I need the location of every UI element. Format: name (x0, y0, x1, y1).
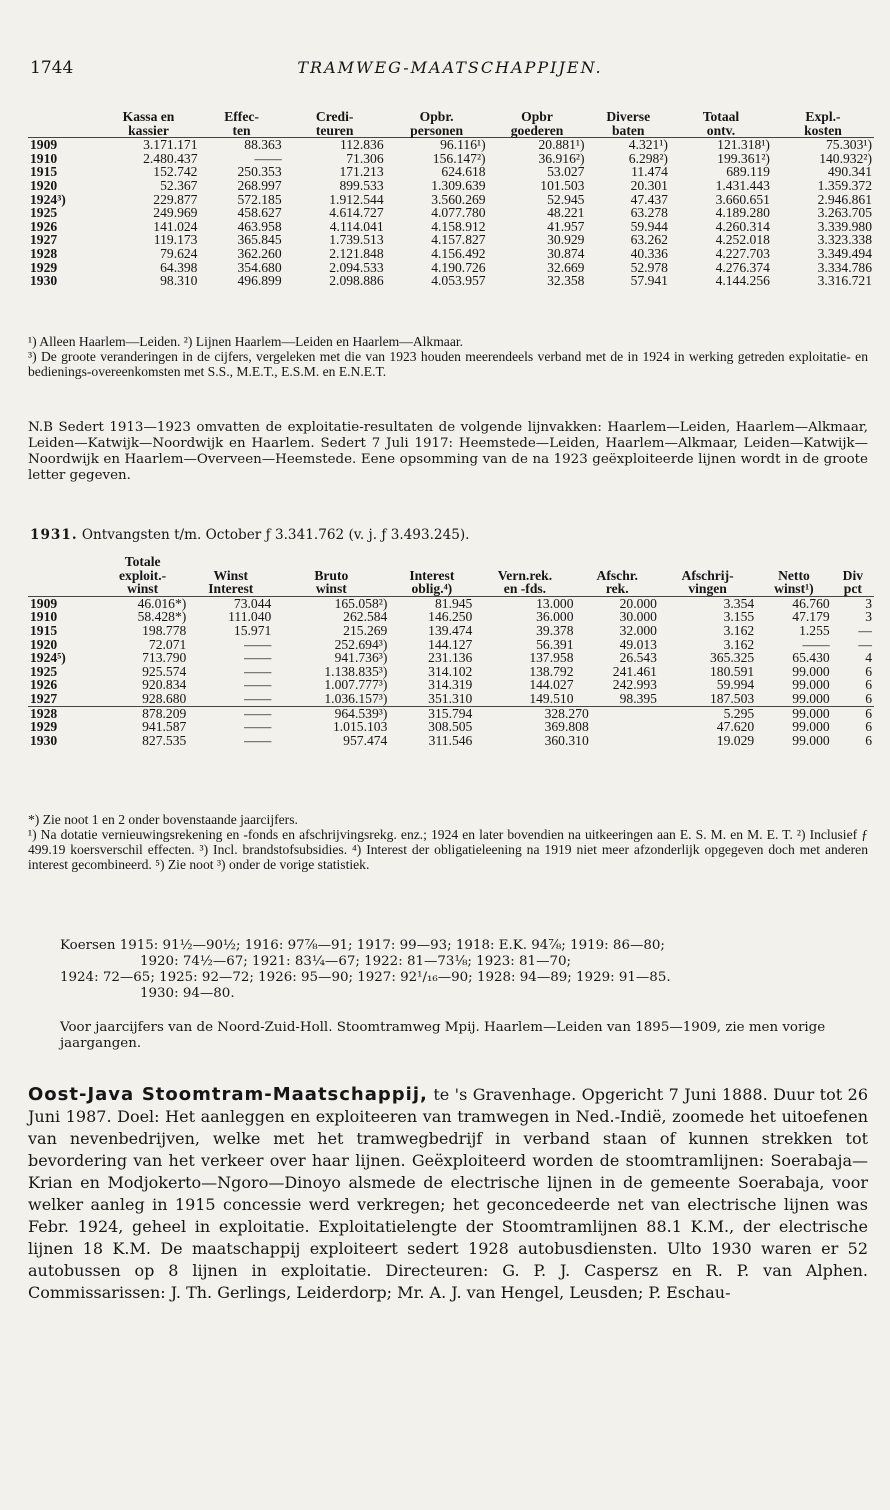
table-cell: 46.016*) (137, 595, 187, 611)
row-year: 1915 (30, 622, 58, 638)
table-cell: 314.319 (428, 677, 473, 693)
table-cell: 328.270 (544, 705, 589, 721)
table-cell: 249.969 (153, 205, 198, 221)
table-cell: 20.301 (630, 177, 668, 193)
table-cell: 41.957 (547, 218, 585, 234)
table-cell: 365.325 (709, 650, 755, 666)
row-year: 1928 (30, 705, 58, 721)
table-cell: 98.310 (160, 273, 198, 289)
balance-table-row (28, 152, 874, 166)
table-cell: 3 (865, 595, 872, 611)
voor-jaarcijfers-note: Voor jaarcijfers van de Noord-Zuid-Holl. Stoomtramweg Mpij. Haarlem—Leiden van 1895—1909, zie men vorige jaargangen. (60, 1020, 826, 1051)
table-cell: 3.339.980 (817, 218, 872, 234)
table-cell: 11.474 (631, 164, 668, 180)
profit-table-row (28, 610, 874, 624)
row-year: 1930 (30, 732, 58, 748)
table-cell: 941.736³) (334, 650, 388, 666)
table-cell: 252.694³) (334, 636, 388, 652)
balance-table-row (28, 193, 874, 207)
row-year: 1909 (30, 137, 58, 153)
table-cell: 137.958 (529, 650, 574, 666)
row-year: 1930 (30, 273, 58, 289)
table-cell: 39.378 (536, 622, 574, 638)
balance-table-body (28, 138, 874, 288)
table-cell: 101.503 (540, 177, 585, 193)
row-year: 1925 (30, 205, 58, 221)
table-cell: 241.461 (612, 663, 657, 679)
table-cell: 56.391 (536, 636, 574, 652)
koersen-line: 1920: 74½—67; 1921: 83¼—67; 1922: 81—73⅛; 1923: 81—70; (140, 954, 572, 969)
footnote: ³) De groote veranderingen in de cijfers, vergeleken met die van 1923 houden meerendeels verband met de in 1924 in werking getreden exploitatie- en bedienings-overeenkomsten met S.S., M.E.T., E.S.M. en E.N.E.T. (28, 349, 868, 379)
table-cell: 4.252.018 (715, 232, 770, 248)
table-cell: 46.760 (792, 595, 830, 611)
table-cell: 32.669 (547, 259, 585, 275)
table-cell: 6 (865, 677, 872, 693)
row-year: 1924⁵) (30, 650, 66, 666)
balance-table-col-header: Kassa en kassier (98, 110, 200, 138)
table-cell: 156.147²) (432, 150, 486, 166)
table-cell: 2.480.437 (143, 150, 198, 166)
table-cell: 3.263.705 (817, 205, 872, 221)
table-cell: 1.359.372 (817, 177, 872, 193)
table-cell: 463.958 (237, 218, 282, 234)
balance-table-header (28, 110, 874, 138)
table-cell: 6 (865, 705, 872, 721)
profit-table-row (28, 720, 874, 734)
table-cell: —— (244, 705, 272, 721)
table-cell: 88.363 (244, 137, 282, 153)
table-cell: 63.262 (630, 232, 668, 248)
balance-table-row (28, 233, 874, 247)
table-cell: 4.190.726 (431, 259, 486, 275)
table-cell: 140.932²) (819, 150, 872, 166)
balance-table-col-header: Totaal ontv. (670, 110, 772, 138)
table-cell: 3 (865, 609, 872, 625)
row-year: 1929 (30, 259, 58, 275)
table-cell: 32.000 (619, 622, 657, 638)
table-cell: 878.209 (142, 705, 187, 721)
koersen-line: 1930: 94—80. (140, 986, 235, 1001)
table-cell: 99.000 (792, 663, 830, 679)
profit-table-row (28, 665, 874, 679)
table-cell: 3.560.269 (431, 191, 486, 207)
table-cell: 229.877 (153, 191, 198, 207)
balance-table-row (28, 138, 874, 152)
profit-table-col-header: Div pct (832, 555, 874, 596)
table-cell: 3.354 (723, 595, 755, 611)
table-cell: 26.543 (619, 650, 657, 666)
running-title: TRAMWEG-MAATSCHAPPIJEN. (297, 58, 603, 77)
table-cell: 6.298²) (628, 150, 668, 166)
table-cell: 112.836 (339, 137, 384, 153)
row-year: 1926 (30, 218, 58, 234)
koersen-block (60, 938, 868, 1002)
table-cell: 268.997 (237, 177, 282, 193)
table-cell: 242.993 (612, 677, 657, 693)
row-year: 1928 (30, 245, 58, 261)
page-number: 1744 (30, 58, 74, 78)
table-cell: 81.945 (434, 595, 473, 611)
table-cell: —— (244, 663, 272, 679)
table-cell: 52.367 (160, 177, 198, 193)
table-cell: 187.503 (659, 692, 756, 706)
table-cell: 53.027 (547, 164, 585, 180)
table-cell: 3.316.721 (817, 273, 872, 289)
table-cell: 899.533 (339, 177, 384, 193)
table-cell: 32.358 (547, 273, 585, 289)
table-cell: 354.680 (237, 259, 282, 275)
table-cell: 315.794 (428, 705, 473, 721)
row-year: 1920 (30, 636, 58, 652)
profit-table-row (28, 734, 874, 748)
table-cell: 2.094.533 (329, 259, 384, 275)
table-cell: —— (244, 650, 272, 666)
footnotes-table1 (28, 334, 868, 379)
table-cell: 79.624 (160, 245, 198, 261)
table-cell: 314.102 (428, 663, 473, 679)
balance-table-row (28, 274, 874, 288)
table-cell: 99.000 (792, 677, 830, 693)
table-cell: 4.144.256 (715, 273, 770, 289)
balance-table-col-header: Opbr. personen (386, 110, 488, 138)
table-cell: 925.574 (142, 663, 187, 679)
profit-table-col-header: Bruto winst (273, 555, 389, 596)
table-cell: 689.119 (726, 164, 770, 180)
table-cell: 1.739.513 (329, 232, 384, 248)
table-cell: 1.007.777³) (324, 677, 388, 693)
table-cell: 199.361²) (717, 150, 770, 166)
balance-table (28, 110, 874, 288)
table-cell: 1.015.103 (332, 719, 388, 735)
table-cell: —— (802, 636, 830, 652)
table-cell: 351.310 (389, 692, 474, 706)
nb-paragraph: N.B Sedert 1913—1923 omvatten de exploitatie-resultaten de volgende lijnvakken: Haarlem—Leiden, Haarlem—Alkmaar, Leiden—Katwijk—Noordwijk en Haarlem. Sedert 7 Juli 1917: Heemstede—Leiden, Haarlem—Alkmaar, Leiden—Katwijk—Noordwijk en Haarlem—Overveen—Heemstede. Eene opsomming van de na 1923 geëxploiteerde lijnen wordt in de groote letter gegeven. (28, 420, 868, 483)
profit-table-col-header: Afschr. rek. (576, 555, 659, 596)
table-cell: 5.295 (723, 705, 755, 721)
footnote: ¹) Na dotatie vernieuwingsrekening en -fonds en afschrijvingsrekg. enz.; 1924 en later bovendien na uitkeeringen aan E. S. M. en M. E. T. ²) Inclusief ƒ 499.19 koersverschil effecten. ³) Incl. brandstofsubsidies. ⁴) Interest der obligatieleening na 1919 niet meer afzonderlijk opgegeven doch met anderen interest gecombineerd. ⁵) Zie noot ³) onder de vorige statistiek. (28, 827, 868, 872)
table-cell: 362.260 (237, 245, 282, 261)
year-1931-text: Ontvangsten t/m. October ƒ 3.341.762 (v. j. ƒ 3.493.245). (81, 527, 470, 543)
row-year: 1925 (30, 663, 58, 679)
table-cell: 262.584 (343, 609, 388, 625)
table-cell: 152.742 (153, 164, 198, 180)
table-cell: —— (244, 636, 272, 652)
profit-table (28, 555, 874, 747)
table-cell: 3.162 (723, 636, 755, 652)
table-cell: 139.474 (428, 622, 473, 638)
table-cell: —— (188, 692, 273, 706)
table-cell: 490.341 (827, 164, 872, 180)
table-cell: — (858, 636, 872, 652)
table-cell: 308.505 (428, 719, 473, 735)
table-cell: 3.349.494 (817, 245, 872, 261)
table-cell: 19.029 (716, 732, 755, 748)
table-cell: 13.000 (536, 595, 574, 611)
table-cell: 1.255 (799, 622, 830, 638)
table-cell: 6 (865, 663, 872, 679)
table-cell: 59.944 (630, 218, 668, 234)
row-year: 1926 (30, 677, 58, 693)
table-cell: 20.000 (619, 595, 657, 611)
profit-table-header (28, 555, 874, 596)
table-cell: 198.778 (142, 622, 187, 638)
table-cell: 36.000 (536, 609, 574, 625)
row-year: 1915 (30, 164, 58, 180)
table-cell: 4 (865, 650, 872, 666)
table-cell: 146.250 (428, 609, 473, 625)
profit-table-row (28, 692, 874, 706)
row-year: 1929 (30, 719, 58, 735)
table-cell: 49.013 (619, 636, 657, 652)
profit-table-row (28, 624, 874, 638)
profit-table-col-header (28, 555, 97, 596)
table-cell: 360.310 (544, 732, 589, 748)
table-cell: 4.321¹) (628, 137, 668, 153)
balance-table-col-header: Opbr goederen (488, 110, 587, 138)
profit-table-col-header: Netto winst¹) (756, 555, 832, 596)
table-cell: —— (244, 677, 272, 693)
table-cell: 928.680 (97, 692, 188, 706)
table-cell: 15.971 (233, 622, 272, 638)
table-cell: 572.185 (237, 191, 282, 207)
table-cell: 149.510 (474, 692, 575, 706)
table-cell: 4.158.912 (431, 218, 486, 234)
table-cell: 98.395 (576, 692, 659, 706)
table-cell: 71.306 (346, 150, 384, 166)
table-cell: 63.278 (630, 205, 668, 221)
table-cell: 57.941 (630, 273, 668, 289)
table-cell: 111.040 (228, 609, 272, 625)
table-cell: 96.116¹) (440, 137, 486, 153)
company-description: te 's Gravenhage. Opgericht 7 Juni 1888. Duur tot 26 Juni 1987. Doel: Het aanleggen en exploiteeren van tramwegen in Ned.-Indië, zoomede het uitoefenen van nevenbedrijven, welke met het tramwegbedrijf in verband staan of kunnen strekken tot bevordering van het verkeer over haar lijnen. Geëxploiteerd worden de stoomtramlijnen: Soerabaja—Krian en Modjokerto—Ngoro—Dinoyo alsmede de electrische lijnen in de gemeente Soerabaja, voor welker aanleg in 1915 concessie werd verkregen; het geconcedeerde net van electrische lijnen was Febr. 1924, geheel in exploitatie. Exploitatielengte der Stoomtramlijnen 88.1 K.M., der electrische lijnen 18 K.M. De maatschappij exploiteert sedert 1928 autobusdiensten. Ulto 1930 waren er 52 autobussen op 8 lijnen in exploitatie. Directeuren: G. P. J. Caspersz en R. P. van Alphen. Commissarissen: J. Th. Gerlings, Leiderdorp; Mr. A. J. van Hengel, Leusden; P. Eschau- (28, 1085, 868, 1302)
table-cell: 713.790 (142, 650, 187, 666)
table-cell: 65.430 (792, 650, 830, 666)
balance-table-row (28, 179, 874, 193)
table-cell: 4.157.827 (431, 232, 486, 248)
table-cell: 47.620 (716, 719, 755, 735)
table-cell: 1.431.443 (715, 177, 770, 193)
table-cell: 30.874 (547, 245, 585, 261)
table-cell: 4.053.957 (431, 273, 486, 289)
row-year: 1909 (30, 595, 58, 611)
table-cell: —— (244, 719, 272, 735)
table-cell: 4.276.374 (715, 259, 770, 275)
table-cell: 47.179 (792, 609, 830, 625)
table-cell: 30.929 (547, 232, 585, 248)
balance-table-col-header: Expl.- kosten (772, 110, 874, 138)
table-cell: 215.269 (343, 622, 388, 638)
table-cell: 4.614.727 (329, 205, 384, 221)
table-cell: 64.398 (160, 259, 198, 275)
table-cell: 365.845 (237, 232, 282, 248)
row-year: 1910 (30, 150, 58, 166)
table-cell: —— (244, 732, 272, 748)
table-cell: 311.546 (428, 732, 473, 748)
table-cell: 6 (832, 692, 874, 706)
balance-table-col-header: Diverse baten (586, 110, 669, 138)
balance-table-col-header: Credi- teuren (284, 110, 386, 138)
table-cell: 99.000 (756, 692, 832, 706)
table-cell: 6 (865, 732, 872, 748)
profit-table-body (28, 596, 874, 747)
table-cell: 2.121.848 (329, 245, 384, 261)
row-year: 1924³) (30, 191, 66, 207)
row-year: 1927 (30, 232, 58, 248)
table-cell: 3.171.171 (143, 137, 198, 153)
table-cell: 3.162 (723, 622, 755, 638)
table-cell: 3.323.338 (817, 232, 872, 248)
page-header (30, 58, 870, 88)
row-year: 1920 (30, 177, 58, 193)
table-cell: 144.027 (529, 677, 574, 693)
profit-table-col-header: Totale exploit.- winst (97, 555, 188, 596)
profit-table-row (28, 678, 874, 692)
koersen-line: 1924: 72—65; 1925: 92—72; 1926: 95—90; 1927: 92¹/₁₆—90; 1928: 94—89; 1929: 91—85. (60, 970, 671, 985)
balance-table-row (28, 206, 874, 220)
balance-table-col-header (28, 110, 98, 138)
balance-table-col-header: Effec- ten (199, 110, 283, 138)
table-cell: 250.353 (237, 164, 282, 180)
profit-table-row (28, 651, 874, 665)
table-cell: 99.000 (792, 719, 830, 735)
table-cell: 4.114.041 (329, 218, 384, 234)
table-cell: —— (254, 150, 282, 166)
profit-table-col-header: Winst Interest (188, 555, 273, 596)
table-cell: — (858, 622, 872, 638)
profit-table-row (28, 596, 874, 610)
balance-table-row (28, 220, 874, 234)
table-cell: 624.618 (441, 164, 486, 180)
company-name: Oost-Java Stoomtram-Maatschappij, (28, 1084, 428, 1105)
table-cell: 2.946.861 (817, 191, 872, 207)
table-cell: 4.227.703 (715, 245, 770, 261)
table-cell: 496.899 (237, 273, 282, 289)
year-1931-label: 1931. (30, 527, 78, 543)
table-cell: 141.024 (153, 218, 198, 234)
table-cell: 3.660.651 (715, 191, 770, 207)
table-cell: 827.535 (142, 732, 187, 748)
table-cell: 231.136 (428, 650, 473, 666)
table-cell: 6 (865, 719, 872, 735)
balance-table-row (28, 247, 874, 261)
row-year: 1910 (30, 609, 58, 625)
table-cell: 180.591 (709, 663, 755, 679)
table-cell: 1.138.835³) (324, 663, 388, 679)
table-cell: 920.834 (142, 677, 187, 693)
table-cell: 52.978 (630, 259, 668, 275)
table-cell: 59.994 (716, 677, 755, 693)
table-cell: 119.173 (153, 232, 198, 248)
table-cell: 165.058²) (334, 595, 388, 611)
table-cell: 3.155 (723, 609, 755, 625)
row-year: 1927 (28, 692, 97, 706)
table-cell: 58.428*) (137, 609, 187, 625)
table-cell: 72.071 (148, 636, 187, 652)
table-cell: 4.260.314 (715, 218, 770, 234)
table-cell: 47.437 (630, 191, 668, 207)
table-cell: 30.000 (619, 609, 657, 625)
profit-table-col-header: Vern.rek. en -fds. (474, 555, 575, 596)
footnote: *) Zie noot 1 en 2 onder bovenstaande jaarcijfers. (28, 812, 298, 827)
table-cell: 138.792 (529, 663, 574, 679)
year-1931-line (30, 527, 470, 543)
balance-table-row (28, 165, 874, 179)
table-cell: 458.627 (237, 205, 282, 221)
table-cell: 36.916²) (538, 150, 585, 166)
table-cell: 20.881¹) (538, 137, 585, 153)
table-cell: 4.156.492 (431, 245, 486, 261)
table-cell: 957.474 (343, 732, 388, 748)
company-entry (28, 1084, 868, 1304)
balance-table-row (28, 261, 874, 275)
profit-table-col-header: Afschrij- vingen (659, 555, 756, 596)
footnotes-table2 (28, 812, 868, 872)
table-cell: 4.189.280 (715, 205, 770, 221)
table-cell: 121.318¹) (717, 137, 770, 153)
table-cell: 4.077.780 (431, 205, 486, 221)
table-cell: 369.808 (544, 719, 589, 735)
profit-table-row (28, 638, 874, 652)
table-cell: 964.539³) (334, 705, 388, 721)
table-cell: 75.303¹) (826, 137, 872, 153)
table-cell: 73.044 (233, 595, 272, 611)
profit-table-col-header: Interest oblig.⁴) (389, 555, 474, 596)
table-cell: 99.000 (792, 705, 830, 721)
table-cell: 1.036.157³) (273, 692, 389, 706)
koersen-line: Koersen 1915: 91½—90½; 1916: 97⅞—91; 1917: 99—93; 1918: E.K. 94⅞; 1919: 86—80; (60, 938, 665, 953)
table-cell: 48.221 (547, 205, 585, 221)
table-cell: 1.309.639 (431, 177, 486, 193)
profit-table-row (28, 706, 874, 720)
table-cell: 52.945 (547, 191, 585, 207)
table-cell: 171.213 (339, 164, 384, 180)
table-cell: 40.336 (630, 245, 668, 261)
table-cell: 3.334.786 (817, 259, 872, 275)
table-cell: 144.127 (428, 636, 473, 652)
table-cell: 99.000 (792, 732, 830, 748)
footnote: ¹) Alleen Haarlem—Leiden. ²) Lijnen Haarlem—Leiden en Haarlem—Alkmaar. (28, 334, 464, 349)
table-cell: 941.587 (142, 719, 187, 735)
table-cell: 1.912.544 (329, 191, 384, 207)
table-cell: 2.098.886 (329, 273, 384, 289)
